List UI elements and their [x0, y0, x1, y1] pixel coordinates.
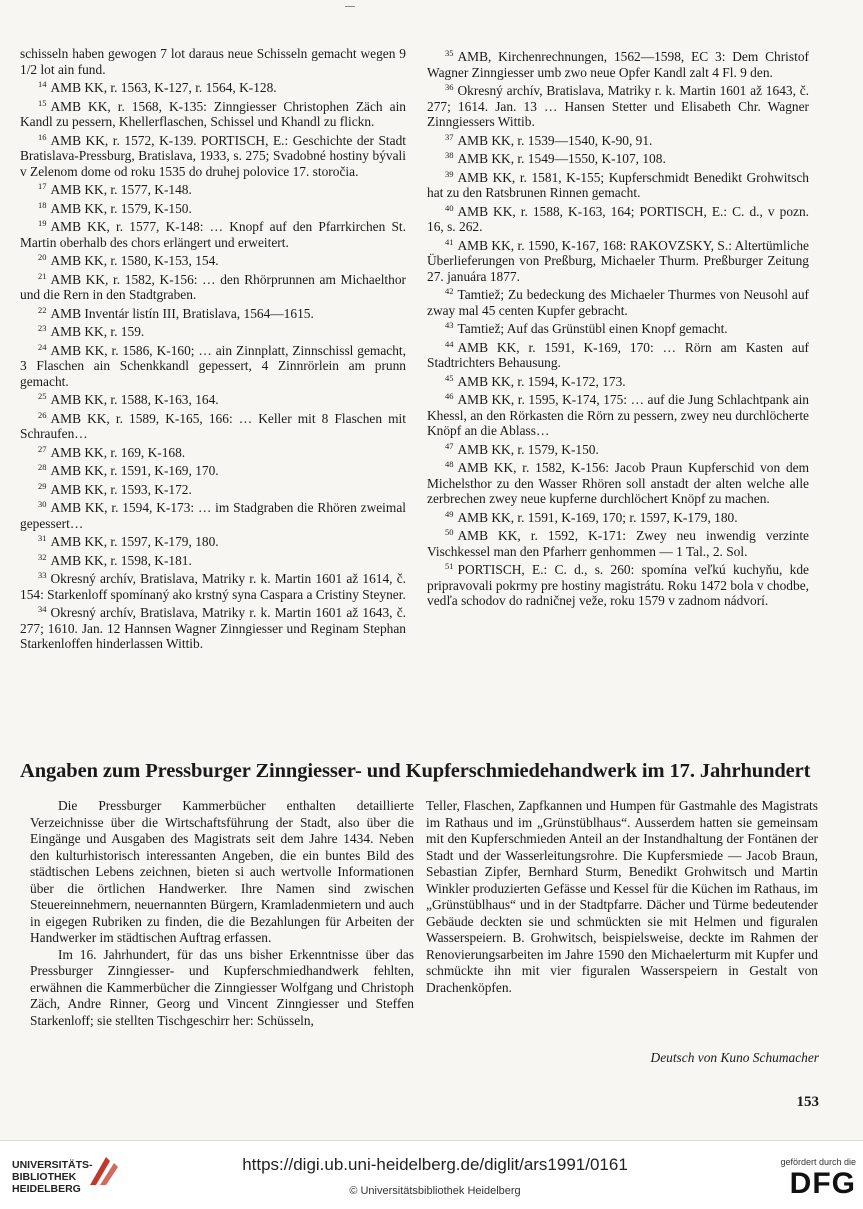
footnote-45: $^{45}$ AMB KK, r. 1594, K-172, 173. [445, 372, 626, 389]
footnote-37: $^{37}$ AMB KK, r. 1539—1540, K-90, 91. [445, 131, 653, 148]
footnote-31: $^{31}$ AMB KK, r. 1597, K-179, 180. [38, 533, 219, 549]
body-paragraph: Im 16. Jahrhundert, für das uns bisher Erkenntnisse über das Pressburger Zinngiesser- und Kupferschmiedhandwerk fehlten, erwähnen die Kammerbücher die Zinngiesser Wolfgang und Christoph Zäch, Andre Rinner, Georg und Vincent Zinngiesser und Steffen Starkenloff; sie stellten Tischgeschirr her: Schüsseln, [30, 946, 414, 1028]
footnote-38: $^{38}$ AMB KK, r. 1549—1550, K-107, 108. [445, 150, 666, 166]
body-paragraph: Teller, Flaschen, Zapfkannen und Humpen für Gastmahle des Magistrats im Rathaus und im „Grünstüblhaus“. Ausserdem hatten sie gemeinsam mit den Kupferschmieden Anteil an der Instandhaltung der Fontänen der Stadt und der Wasserleitungsrohre. Die Kupfersmiede — Jacob Braun, Sebastian Zipfer, Bernhard Sturm, Benedikt Grohwitsch und Martin Winkler produzierten Gefässe und Kessel für die Küchen im Rathaus, im „Grünstüblhaus“ und in der Stadtpfarre. Dächer und Türme bedeutender Gebäude deckten sie und schmückten sie mit Helmen und figuralen Wasserspeiern. B. Grohwitsch, beispielsweise, deckte im Rahmen der Renovierungsarbeiten im Jahre 1590 den Michaelerturm mit Kupfer und schmückte ihn mit vier figuralen Wasserspeiern in Gestalt von Drachenköpfen. [426, 798, 818, 995]
footnote-49: $^{49}$ AMB KK, r. 1591, K-169, 170; r. 1597, K-179, 180. [445, 508, 738, 525]
footnote-42: $^{42}$ Tamtiež; Zu bedeckung des Michaeler Thurmes von Neusohl auf zway mal 45 centen Kupfer gebracht. [427, 286, 809, 318]
footnote-50: $^{50}$ AMB KK, r. 1592, K-171: Zwey neu inwendig verzinte Vischkessel man den Pfarherr genhommen — 1 Tal., 2. Sol. [427, 527, 809, 559]
footnote-20: $^{20}$ AMB KK, r. 1580, K-153, 154. [38, 252, 219, 268]
translator-credit: Deutsch von Kuno Schumacher [650, 1050, 819, 1065]
footnote-32: $^{32}$ AMB KK, r. 1598, K-181. [38, 551, 192, 568]
body-left-column [30, 798, 414, 1029]
footnote-28: $^{28}$ AMB KK, r. 1591, K-169, 170. [38, 462, 219, 478]
footnote-26: $^{26}$ AMB KK, r. 1589, K-165, 166: … Keller mit 8 Flaschen mit Schraufen… [20, 409, 406, 441]
viewer-footer [0, 1140, 863, 1209]
footnote-44: $^{44}$ AMB KK, r. 1591, K-169, 170: … Rörn am Kasten auf Stadtrichters Behausung. [427, 338, 809, 370]
footnote-33: $^{33}$ Okresný archív, Bratislava, Matriky r. k. Martin 1601 až 1614, č. 154: Starkenloff spomínaný ako krstný syna Caspara a Cristiny Steyner. [20, 570, 406, 602]
footnote-39: $^{39}$ AMB KK, r. 1581, K-155; Kupferschmidt Benedikt Grohwitsch hat zu den Ratsbrunen Rinnen gemacht. [427, 168, 809, 200]
footnote-29: $^{29}$ AMB KK, r. 1593, K-172. [38, 480, 192, 497]
footnote-46: $^{46}$ AMB KK, r. 1595, K-174, 175: … auf die Jung Schlachtpank ain Khessl, an den Rörkasten die Rörn zu pessern, zwey neu durchlöcherte Knöpf an die Ablass… [427, 391, 809, 438]
footnote-16: $^{16}$ AMB KK, r. 1572, K-139. PORTISCH, E.: Geschichte der Stadt Bratislava-Pressburg, Bratislava, 1933, s. 275; Svadobné hostiny bývali v Zelenom dome od roku 1535 do druhej polovice 17. storočia. [20, 131, 406, 179]
copyright-notice: © Universitätsbibliothek Heidelberg [349, 1185, 521, 1197]
section-heading: Angaben zum Pressburger Zinngiesser- und Kupferschmiedehandwerk im 17. Jahrhundert [20, 760, 811, 782]
page-number: 153 [796, 1094, 819, 1110]
footnote-47: $^{47}$ AMB KK, r. 1579, K-150. [445, 440, 599, 457]
permalink-url[interactable]: https://digi.ub.uni-heidelberg.de/diglit/ars1991/0161 [242, 1155, 628, 1174]
library-logo[interactable]: UNIVERSITÄTS- BIBLIOTHEK HEIDELBERG [12, 1159, 93, 1195]
library-emblem-icon [88, 1155, 120, 1187]
dfg-logo[interactable]: DFG [789, 1167, 856, 1200]
footnote-34: $^{34}$ Okresný archív, Bratislava, Matriky r. k. Martin 1601 až 1643, č. 277; 1610. Jan. 12 Hannsen Wagner Zinngiesser und Reginam Stephan Starkenloffen hinderlassen Wittib. [20, 604, 406, 651]
footnote-40: $^{40}$ AMB KK, r. 1588, K-163, 164; PORTISCH, E.: C. d., v pozn. 16, s. 262. [427, 202, 809, 234]
footnote-23: $^{23}$ AMB KK, r. 159. [38, 323, 145, 339]
body-right-column [426, 798, 818, 996]
footnote-51: $^{51}$ PORTISCH, E.: C. d., s. 260: spomína veľkú kuchyňu, kde pripravovali pokrmy pre hostiny magistrátu. Roku 1472 bola v chodbe, vedľa schodov do radničnej veže, roku 1579 v zadnom nádvorí. [427, 561, 809, 608]
footnotes-left-column [20, 46, 406, 652]
footnote-48: $^{48}$ AMB KK, r. 1582, K-156: Jacob Praun Kupferschid von dem Michelsthor zu den Wasser Rhören soll anstadt der alten welche alle zerbrechen zwey neue kupferne durchlöchert Knöpf zu machen. [427, 459, 809, 506]
footnote-17: $^{17}$ AMB KK, r. 1577, K-148. [38, 181, 192, 197]
footnote-19: $^{19}$ AMB KK, r. 1577, K-148: … Knopf auf den Pfarrkirchen St. Martin oberhalb des chors erlängert und erweitert. [20, 218, 406, 250]
footnote-35: $^{35}$ AMB, Kirchenrechnungen, 1562—1598, EC 3: Dem Christof Wagner Zinngiesser umb zwo neue Opfer Kandl zalt 4 Fl. 9 den. [427, 48, 809, 80]
footnote-13-continued: schisseln haben gewogen 7 lot daraus neue Schisseln gemacht wegen 9 1/2 lot ain fund. [20, 46, 406, 77]
footnote-18: $^{18}$ AMB KK, r. 1579, K-150. [38, 199, 192, 216]
footnote-24: $^{24}$ AMB KK, r. 1586, K-160; … ain Zinnplatt, Zinnschissl gemacht, 3 Flaschen ain Schenkkandl gepessert, 4 Zinnrörlein am prunn gemacht. [20, 341, 406, 389]
footnote-43: $^{43}$ Tamtiež; Auf das Grünstübl einen Knopf gemacht. [445, 320, 728, 336]
footnote-41: $^{41}$ AMB KK, r. 1590, K-167, 168: RAKOVZSKY, S.: Altertümliche Überlieferungen von Preßburg, Michaeler Thurm. Preßburger Zeitung 27. januára 1877. [427, 236, 809, 284]
footnote-15: $^{15}$ AMB KK, r. 1568, K-135: Zinngiesser Christophen Zäch ain Kandl zu pessern, Khellerflaschen, Schissel und Khandl zu flickn. [20, 97, 406, 129]
body-paragraph: Die Pressburger Kammerbücher enthalten detaillierte Verzeichnisse über die Wirtschaftsführung der Stadt, also über die Eingänge und Ausgaben des Magistrats seit dem Jahre 1434. Neben den kulturhistorisch interessanten Angeben, die ein buntes Bild des städtischen Lebens zeichnen, bieten si auch wertvolle Informationen über die örtlichen Handwerker. Ihre Namen sind zwischen Steuereinnehmern, neuernannten Bürgern, Kramladenmietern und auch in eigegen Rubriken zu finden, die die Bezahlungen für Arbeiten der Handwerker im städtischen Auftrag erfassen. [30, 798, 414, 945]
footnote-27: $^{27}$ AMB KK, r. 169, K-168. [38, 443, 186, 460]
footnote-21: $^{21}$ AMB KK, r. 1582, K-156: … den Rhörprunnen am Michaelthor und die Rern in den Stadtgraben. [20, 270, 406, 302]
footnote-14: $^{14}$ AMB KK, r. 1563, K-127, r. 1564, K-128. [38, 79, 277, 95]
footnote-30: $^{30}$ AMB KK, r. 1594, K-173: … im Stadgraben die Rhören zweimal gepessert… [20, 499, 406, 531]
footnote-25: $^{25}$ AMB KK, r. 1588, K-163, 164. [38, 391, 219, 407]
footnote-22: $^{22}$ AMB Inventár listín III, Bratislava, 1564—1615. [38, 304, 314, 321]
footnotes-right-column [427, 46, 809, 609]
funding-note: gefördert durch die [780, 1157, 856, 1167]
footnote-36: $^{36}$ Okresný archív, Bratislava, Matriky r. k. Martin 1601 až 1643, č. 277; 1614. Jan. 13 … Hansen Stetter und Elisabeth Chr. Wagner Zinngiessers Wittib. [427, 82, 809, 129]
page-mark [345, 6, 355, 7]
